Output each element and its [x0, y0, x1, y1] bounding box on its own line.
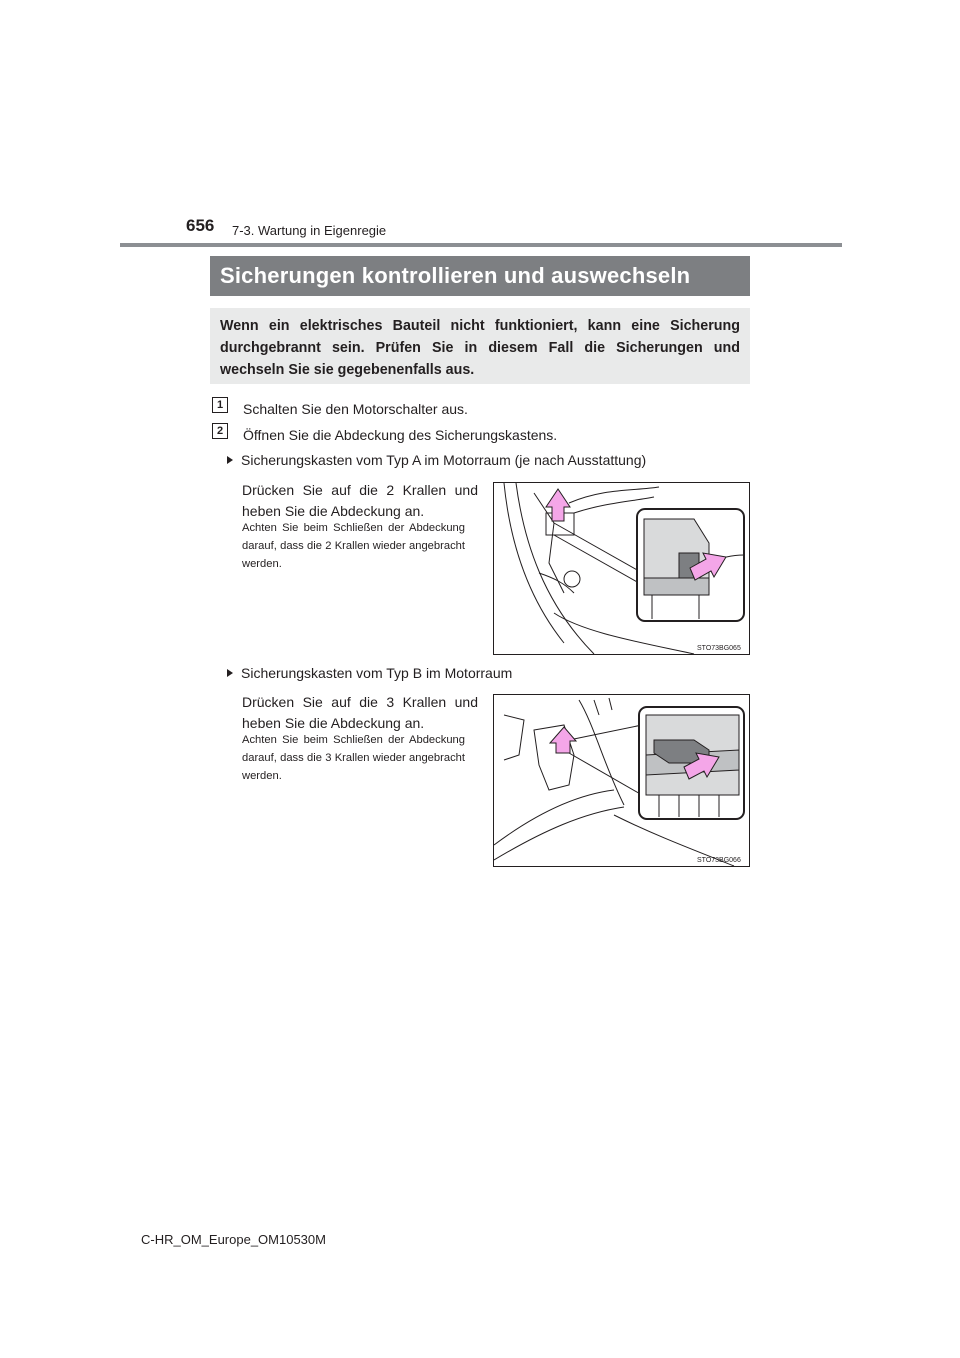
type-b-instruction: Drücken Sie auf die 3 Krallen und heben Sie die Abdeckung an.	[242, 694, 478, 731]
step-1-text: Schalten Sie den Motorschalter aus.	[243, 401, 468, 417]
type-a-title: Sicherungskasten vom Typ A im Motorraum (je nach Ausstattung)	[241, 452, 647, 468]
type-a-title-row	[227, 452, 646, 468]
figure-code-a: STO73BG065	[697, 645, 741, 652]
page-number: 656	[186, 216, 215, 235]
figure-code-b: STO73BG066	[697, 857, 741, 864]
type-b-title-row	[227, 665, 512, 681]
header-divider	[120, 243, 842, 247]
step-marker-1: 1	[212, 397, 228, 413]
figure-type-b	[493, 694, 750, 867]
footer-document-id: C-HR_OM_Europe_OM10530M	[141, 1232, 326, 1247]
step-marker-2: 2	[212, 423, 228, 439]
type-b-note: Achten Sie beim Schließen der Abdeckung darauf, dass die 3 Krallen wieder angebracht werden.	[242, 734, 465, 782]
type-b-title: Sicherungskasten vom Typ B im Motorraum	[241, 665, 513, 681]
intro-box	[210, 308, 750, 384]
fuse-box-type-b-illustration	[494, 695, 749, 866]
step-2-text: Öffnen Sie die Abdeckung des Sicherungskastens.	[243, 427, 558, 443]
type-a-note: Achten Sie beim Schließen der Abdeckung darauf, dass die 2 Krallen wieder angebracht werden.	[242, 522, 465, 570]
intro-text: Wenn ein elektrisches Bauteil nicht funktioniert, kann eine Sicherung durchgebrannt sein. Prüfen Sie in diesem Fall die Sicherungen und wechseln Sie sie gegebenenfalls aus.	[220, 318, 740, 378]
page-heading: Sicherungen kontrollieren und auswechseln	[210, 256, 750, 296]
triangle-bullet-icon	[227, 456, 233, 464]
type-a-instruction: Drücken Sie auf die 2 Krallen und heben Sie die Abdeckung an.	[242, 482, 478, 519]
section-title: 7-3. Wartung in Eigenregie	[232, 223, 387, 238]
figure-type-a	[493, 482, 750, 655]
triangle-bullet-icon	[227, 669, 233, 677]
fuse-box-type-a-illustration	[494, 483, 749, 654]
